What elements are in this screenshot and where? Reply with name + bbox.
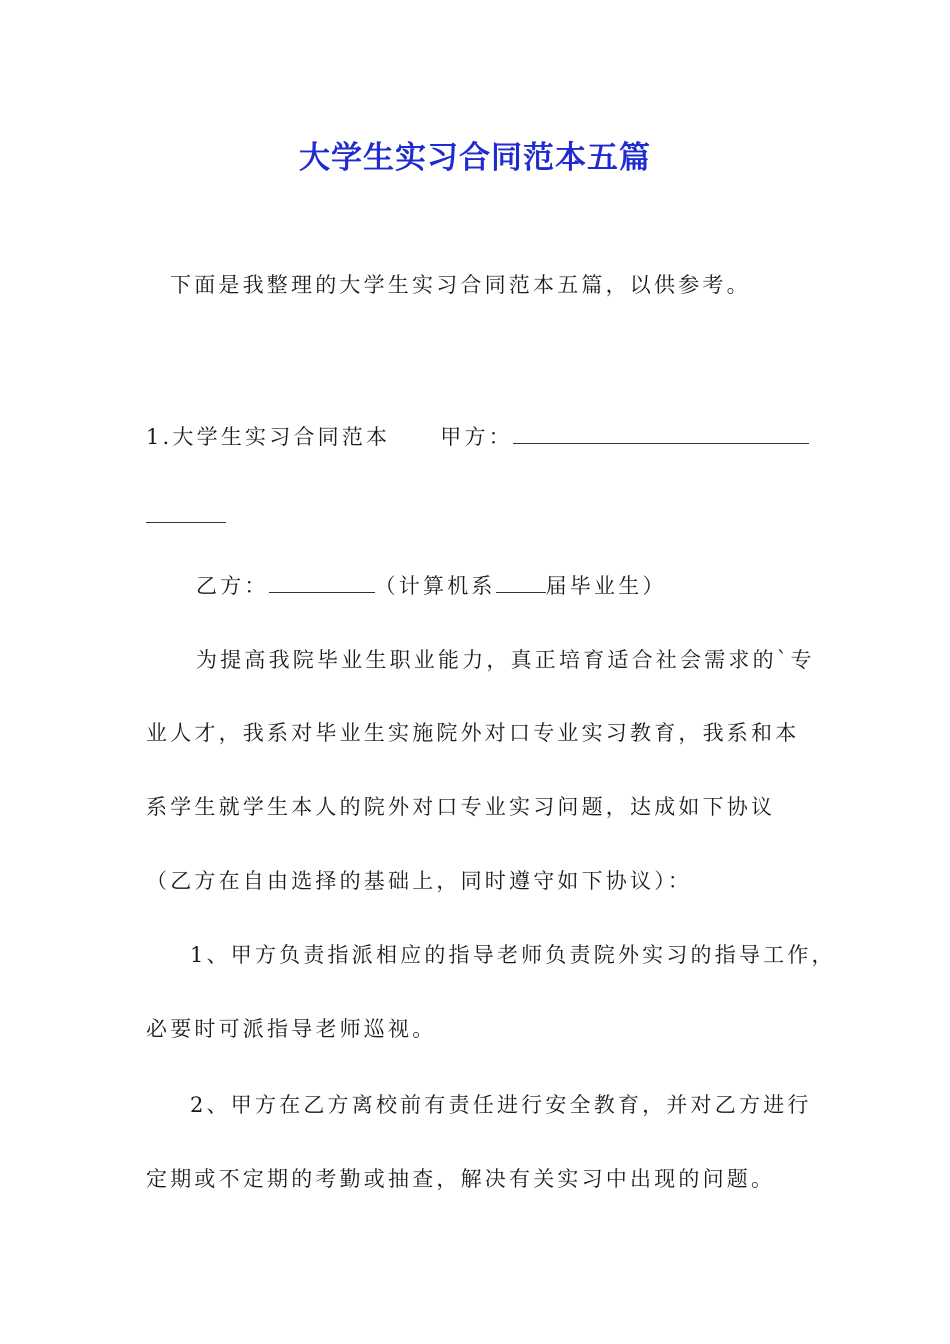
intro-paragraph: 下面是我整理的大学生实习合同范本五篇，以供参考。: [170, 273, 751, 297]
graduation-year-blank: [496, 570, 546, 593]
document-title: 大学生实习合同范本五篇: [299, 140, 651, 176]
paragraph-line: 系学生就学生本人的院外对口专业实习问题，达成如下协议: [146, 795, 776, 819]
party-b-line: [196, 570, 667, 601]
paragraph-line: 业人才，我系对毕业生实施院外对口专业实习教育，我系和本: [146, 721, 800, 745]
party-b-label: 乙方：: [196, 574, 269, 598]
clause-2-line: 2、甲方在乙方离校前有责任进行安全教育，并对乙方进行: [190, 1093, 812, 1117]
party-b-blank: [269, 570, 375, 593]
clause-1-line: 1、甲方负责指派相应的指导老师负责院外实习的指导工作，: [190, 943, 836, 967]
party-a-blank: [513, 421, 809, 444]
party-b-note-open: （计算机系: [374, 574, 496, 598]
party-a-blank-continued: [146, 500, 226, 531]
clause-2-line: 定期或不定期的考勤或抽查，解决有关实习中出现的问题。: [146, 1167, 776, 1191]
paragraph-line: （乙方在自由选择的基础上，同时遵守如下协议）：: [146, 869, 693, 893]
section-heading: 1.大学生实习合同范本: [146, 425, 391, 449]
party-a-label: 甲方：: [440, 425, 513, 449]
party-a-blank-2: [146, 500, 226, 523]
party-a-line: [146, 421, 809, 452]
party-b-note-close: 届毕业生）: [545, 574, 667, 598]
clause-1-line: 必要时可派指导老师巡视。: [146, 1017, 437, 1041]
paragraph-line: 为提高我院毕业生职业能力，真正培育适合社会需求的`专: [196, 648, 815, 672]
